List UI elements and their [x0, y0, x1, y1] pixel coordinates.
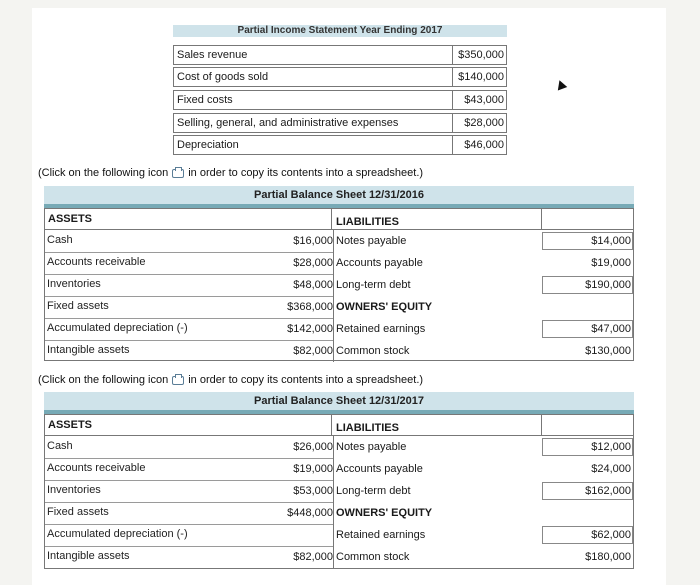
liability-value	[542, 502, 633, 524]
asset-label: Cash	[47, 234, 73, 246]
liability-value: $19,000	[591, 257, 631, 269]
liabilities-header: LIABILITIES	[332, 414, 542, 436]
income-row-label: Sales revenue	[177, 49, 248, 61]
liabilities-value-header	[542, 414, 634, 436]
asset-label: Accounts receivable	[47, 256, 146, 268]
income-row-label: Depreciation	[177, 139, 239, 151]
asset-value: $48,000	[293, 279, 333, 291]
liability-label: Common stock	[333, 340, 541, 362]
liability-label: Retained earnings	[333, 318, 541, 340]
owners-equity-header: OWNERS' EQUITY	[333, 296, 541, 318]
income-row	[173, 90, 507, 110]
asset-value: $82,000	[293, 345, 333, 357]
copy-spreadsheet-icon[interactable]	[172, 376, 184, 385]
liability-label: Notes payable	[333, 436, 541, 458]
liability-label: Accounts payable	[333, 458, 541, 480]
asset-value: $448,000	[287, 507, 333, 519]
liability-label: Long-term debt	[333, 274, 541, 296]
liability-value: $162,000	[585, 485, 631, 497]
liability-value: $12,000	[591, 441, 631, 453]
liability-value: $130,000	[585, 345, 631, 357]
income-statement-title: Partial Income Statement Year Ending 2017	[173, 25, 507, 37]
table-row	[45, 546, 633, 568]
table-row	[45, 480, 633, 502]
income-row-value: $140,000	[452, 68, 506, 86]
table-row	[45, 524, 633, 546]
liability-value: $180,000	[585, 551, 631, 563]
table-row	[45, 436, 633, 458]
liability-value: $62,000	[591, 529, 631, 541]
income-row	[173, 45, 507, 65]
income-row-label: Fixed costs	[177, 94, 233, 106]
table-row	[45, 274, 633, 296]
asset-value: $82,000	[293, 551, 333, 563]
asset-label: Accumulated depreciation (-)	[47, 322, 188, 334]
assets-header: ASSETS	[44, 414, 332, 436]
liabilities-header: LIABILITIES	[332, 208, 542, 230]
income-row-label: Cost of goods sold	[177, 71, 269, 83]
asset-label: Accounts receivable	[47, 462, 146, 474]
table-row	[45, 458, 633, 480]
asset-label: Accumulated depreciation (-)	[47, 528, 188, 540]
asset-label: Inventories	[47, 278, 101, 290]
copy-spreadsheet-icon[interactable]	[172, 169, 184, 178]
asset-value: $142,000	[287, 323, 333, 335]
copy-note-prefix: (Click on the following icon	[38, 374, 169, 386]
liability-label: Notes payable	[333, 230, 541, 252]
liability-label: Common stock	[333, 546, 541, 568]
balance-sheet-2017-title: Partial Balance Sheet 12/31/2017	[44, 392, 634, 414]
liability-label: Accounts payable	[333, 252, 541, 274]
copy-note	[38, 374, 423, 386]
asset-label: Fixed assets	[47, 506, 109, 518]
liability-value: $24,000	[591, 463, 631, 475]
copy-note-suffix: in order to copy its contents into a spreadsheet.)	[188, 167, 424, 179]
income-row	[173, 67, 507, 87]
asset-value: $26,000	[293, 441, 333, 453]
copy-note-suffix: in order to copy its contents into a spreadsheet.)	[188, 374, 424, 386]
income-row-value: $28,000	[452, 114, 506, 132]
asset-label: Intangible assets	[47, 550, 130, 562]
asset-value: $16,000	[293, 235, 333, 247]
income-row	[173, 113, 507, 133]
income-row-value: $43,000	[452, 91, 506, 109]
asset-label: Intangible assets	[47, 344, 130, 356]
table-row	[45, 318, 633, 340]
income-row	[173, 135, 507, 155]
asset-value: $53,000	[293, 485, 333, 497]
balance-sheet-2017-body	[44, 435, 634, 569]
balance-sheet-2016-title: Partial Balance Sheet 12/31/2016	[44, 186, 634, 208]
balance-sheet-2016-body	[44, 229, 634, 361]
table-row	[45, 296, 633, 318]
owners-equity-header: OWNERS' EQUITY	[333, 502, 541, 524]
asset-value: $368,000	[287, 301, 333, 313]
assets-header: ASSETS	[44, 208, 332, 230]
table-row	[45, 252, 633, 274]
liability-value	[542, 296, 633, 318]
liability-value: $190,000	[585, 279, 631, 291]
liability-value: $14,000	[591, 235, 631, 247]
copy-note	[38, 167, 423, 179]
liabilities-value-header	[542, 208, 634, 230]
income-row-value: $46,000	[452, 136, 506, 154]
income-row-label: Selling, general, and administrative expenses	[177, 117, 399, 129]
balance-sheet-2016-header	[44, 208, 634, 230]
table-row	[45, 340, 633, 362]
asset-label: Fixed assets	[47, 300, 109, 312]
asset-value	[255, 524, 333, 546]
liability-label: Long-term debt	[333, 480, 541, 502]
asset-label: Inventories	[47, 484, 101, 496]
table-row	[45, 502, 633, 524]
liability-value: $47,000	[591, 323, 631, 335]
asset-value: $19,000	[293, 463, 333, 475]
balance-sheet-2017-header	[44, 414, 634, 436]
asset-value: $28,000	[293, 257, 333, 269]
asset-label: Cash	[47, 440, 73, 452]
income-row-value: $350,000	[452, 46, 506, 64]
liability-label: Retained earnings	[333, 524, 541, 546]
table-row	[45, 230, 633, 252]
copy-note-prefix: (Click on the following icon	[38, 167, 169, 179]
